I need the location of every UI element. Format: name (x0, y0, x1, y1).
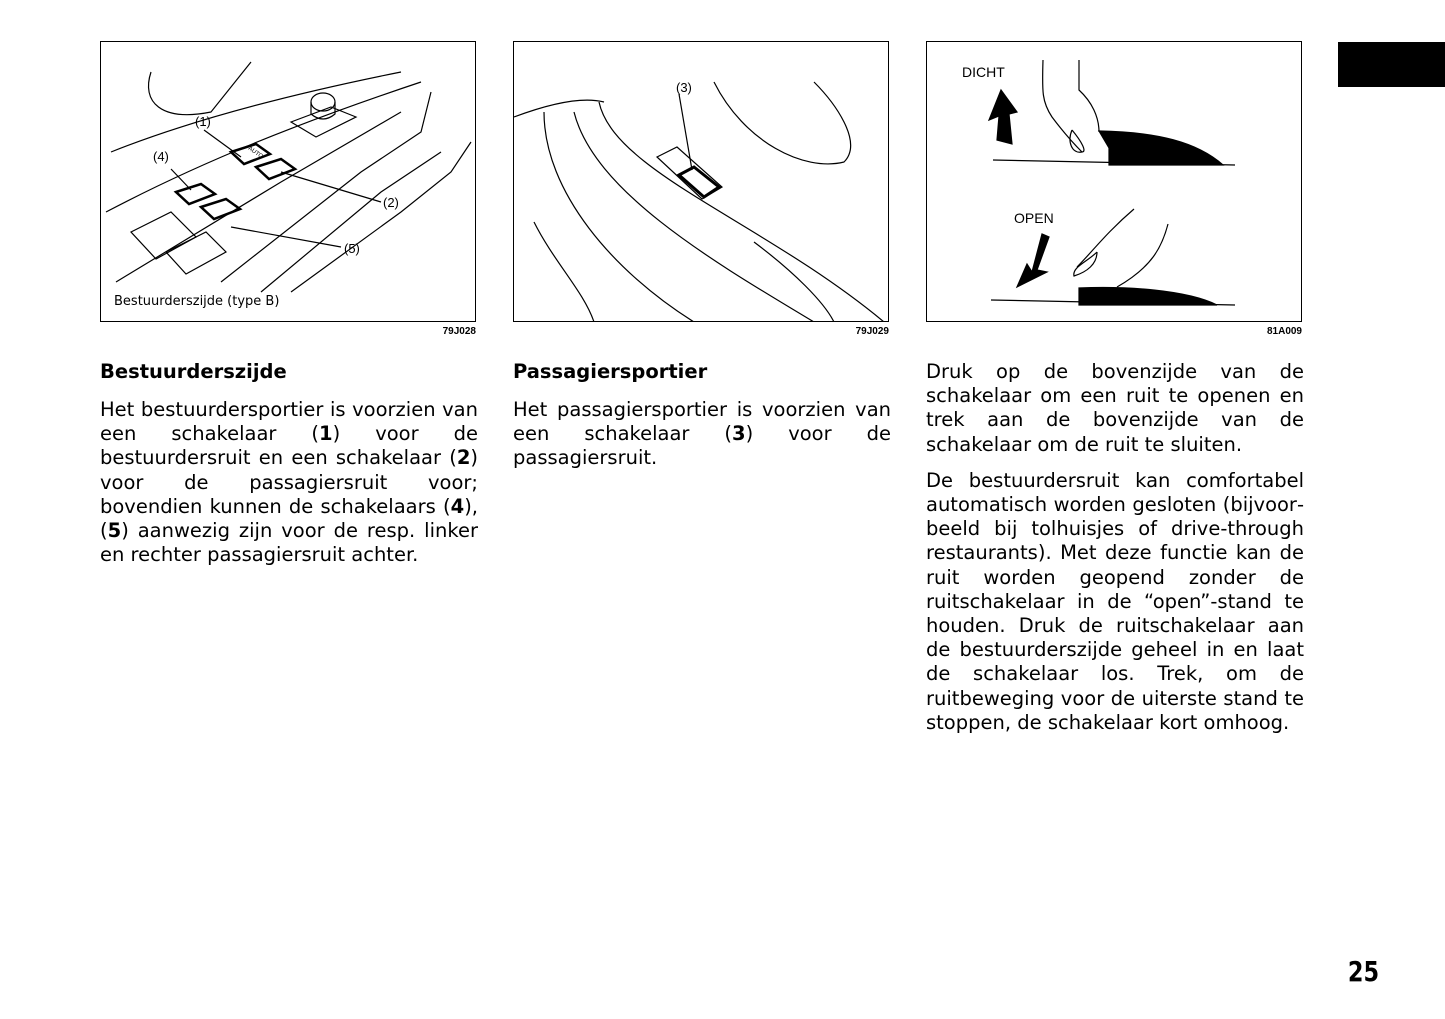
figure-code: 79J029 (855, 326, 889, 337)
open-close-illustration (927, 42, 1302, 322)
open-label: OPEN (1014, 210, 1054, 226)
figure-code: 79J028 (442, 326, 476, 337)
callout-2: (2) (383, 195, 399, 210)
callout-4: (4) (153, 149, 169, 164)
paragraph-open-close: Druk op de bovenzijde van de schakelaar om een ruit te openen en trek aan de bovenzijde van de schakelaar om de ruit te sluiten. (926, 360, 1304, 456)
callout-3: (3) (676, 80, 692, 95)
column-driver-side (100, 360, 478, 579)
figure-code: 81A009 (1266, 326, 1302, 337)
heading-driver-side: Bestuurderszijde (100, 360, 287, 383)
paragraph-passenger-door: Het passagiersportier is voorzien van een schakelaar (3) voor de passagiersruit. (513, 398, 891, 470)
paragraph-auto-function: De bestuurdersruit kan comfortabel automatisch worden gesloten (bijvoorbeeld bij tolhuisjes of drive-through restaurants). Met deze functie kan de ruit worden geopend zonder de ruitschakelaar in de “open”-stand te houden. Druk de ruitschakelaar aan de bestuurderszijde geheel in en laat de schakelaar los. Trek, om de ruitbeweging voor de uiterste stand te stoppen, de schakelaar kort omhoog. (926, 468, 1304, 734)
heading-passenger-door: Passagiersportier (513, 360, 708, 383)
driver-switch-illustration (101, 42, 476, 322)
section-tab-marker (1338, 42, 1445, 87)
figure-passenger-switch (513, 41, 889, 322)
callout-5: (5) (344, 241, 360, 256)
auto-label: AUTO (246, 145, 264, 161)
column-operation (926, 360, 1304, 747)
callout-1: (1) (195, 114, 211, 129)
figure-driver-switches (100, 41, 476, 322)
figure-caption: Bestuurderszijde (type B) (114, 294, 280, 309)
figure-open-close (926, 41, 1302, 322)
page-number: 25 (1347, 955, 1380, 988)
passenger-switch-illustration (514, 42, 889, 322)
column-passenger-door (513, 360, 891, 483)
paragraph-driver-side: Het bestuurdersportier is voorzien van een schakelaar (1) voor de bestuurdersruit en een schakelaar (2) voor de passagiersruit voor; bovendien kunnen de schakelaars (4), (5) aanwezig zijn voor de resp. linker en rechter passagiersruit achter. (100, 398, 478, 567)
close-label: DICHT (962, 64, 1005, 80)
